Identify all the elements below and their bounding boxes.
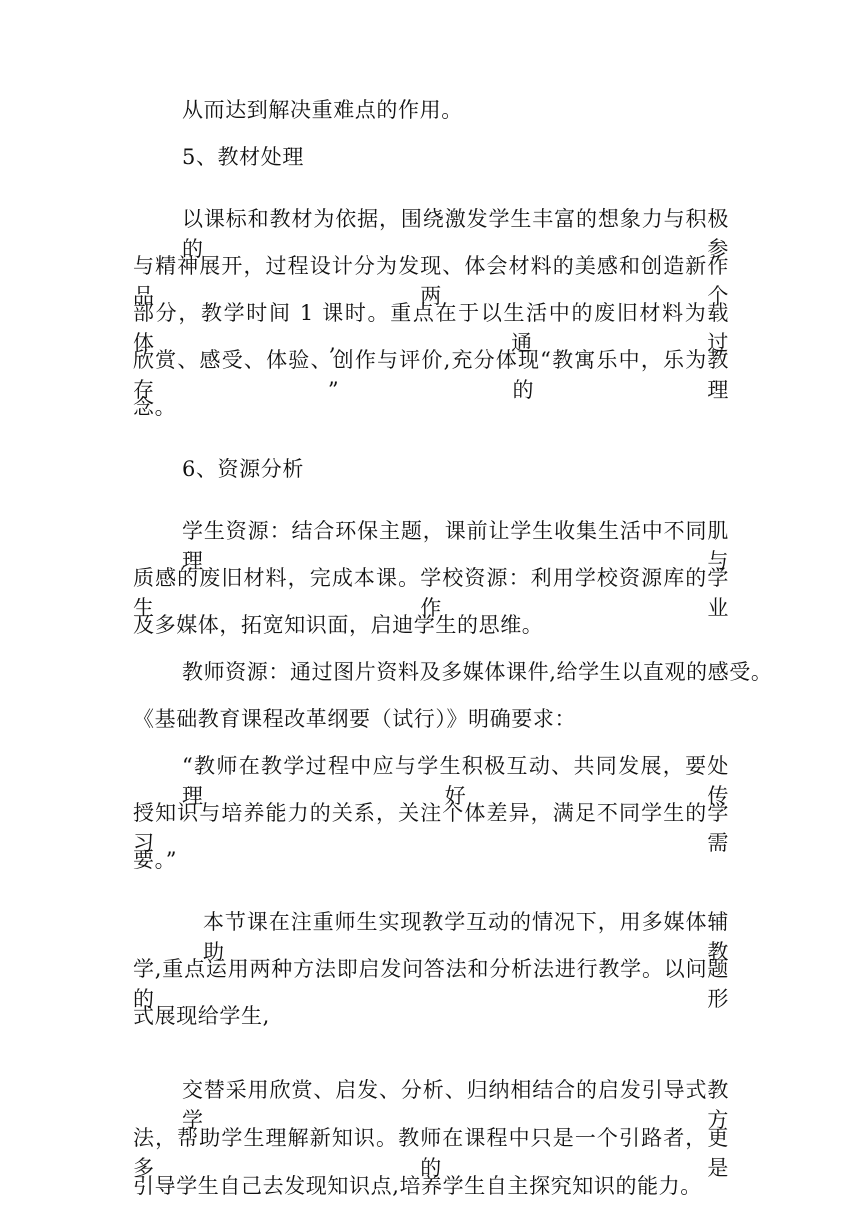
text-line: 学,重点运用两种方法即启发问答法和分析法进行教学。以问题的形: [133, 957, 729, 1011]
text-line: 式展现给学生,: [133, 1004, 270, 1028]
section-heading-textbook: 5、教材处理: [182, 145, 304, 169]
text-line: 《基础教育课程改革纲要（试行）》明确要求：: [133, 707, 577, 731]
quote-line: 授知识与培养能力的关系，关注个体差异，满足不同学生的学习需: [133, 801, 729, 855]
text-line: 引导学生自己去发现知识点,培养学生自主探究知识的能力。: [133, 1174, 702, 1198]
text-line: 及多媒体，拓宽知识面，启迪学生的思维。: [133, 613, 544, 637]
text-line: 质感的废旧材料，完成本课。学校资源：利用学校资源库的学生作业: [133, 566, 729, 620]
text-line: 从而达到解决重难点的作用。: [182, 98, 463, 122]
text-line: 与精神展开，过程设计分为发现、体会材料的美感和创造新作品两个: [133, 254, 729, 308]
quote-line: 要。”: [133, 848, 178, 872]
text-line: 部分，教学时间 1 课时。重点在于以生活中的废旧材料为载体,通过: [133, 301, 729, 355]
text-line: 教师资源：通过图片资料及多媒体课件,给学生以直观的感受。: [182, 660, 773, 684]
text-line: 交替采用欣赏、启发、分析、归纳相结合的启发引导式教学方: [182, 1078, 729, 1132]
text-line: 欣赏、感受、体验、创作与评价,充分体现“教寓乐中，乐为教存”的理: [133, 348, 729, 402]
text-line: 念。: [133, 395, 177, 419]
text-line: 法，帮助学生理解新知识。教师在课程中只是一个引路者，更多的是: [133, 1126, 729, 1180]
text-line: 本节课在注重师生实现教学互动的情况下，用多媒体辅助教: [203, 910, 729, 964]
text-line: 以课标和教材为依据，围绕激发学生丰富的想象力与积极的参: [182, 207, 729, 261]
section-heading-resources: 6、资源分析: [182, 457, 304, 481]
text-line: 学生资源：结合环保主题，课前让学生收集生活中不同肌理与: [182, 519, 729, 573]
quote-line: “教师在教学过程中应与学生积极互动、共同发展，要处理好传: [182, 754, 729, 808]
